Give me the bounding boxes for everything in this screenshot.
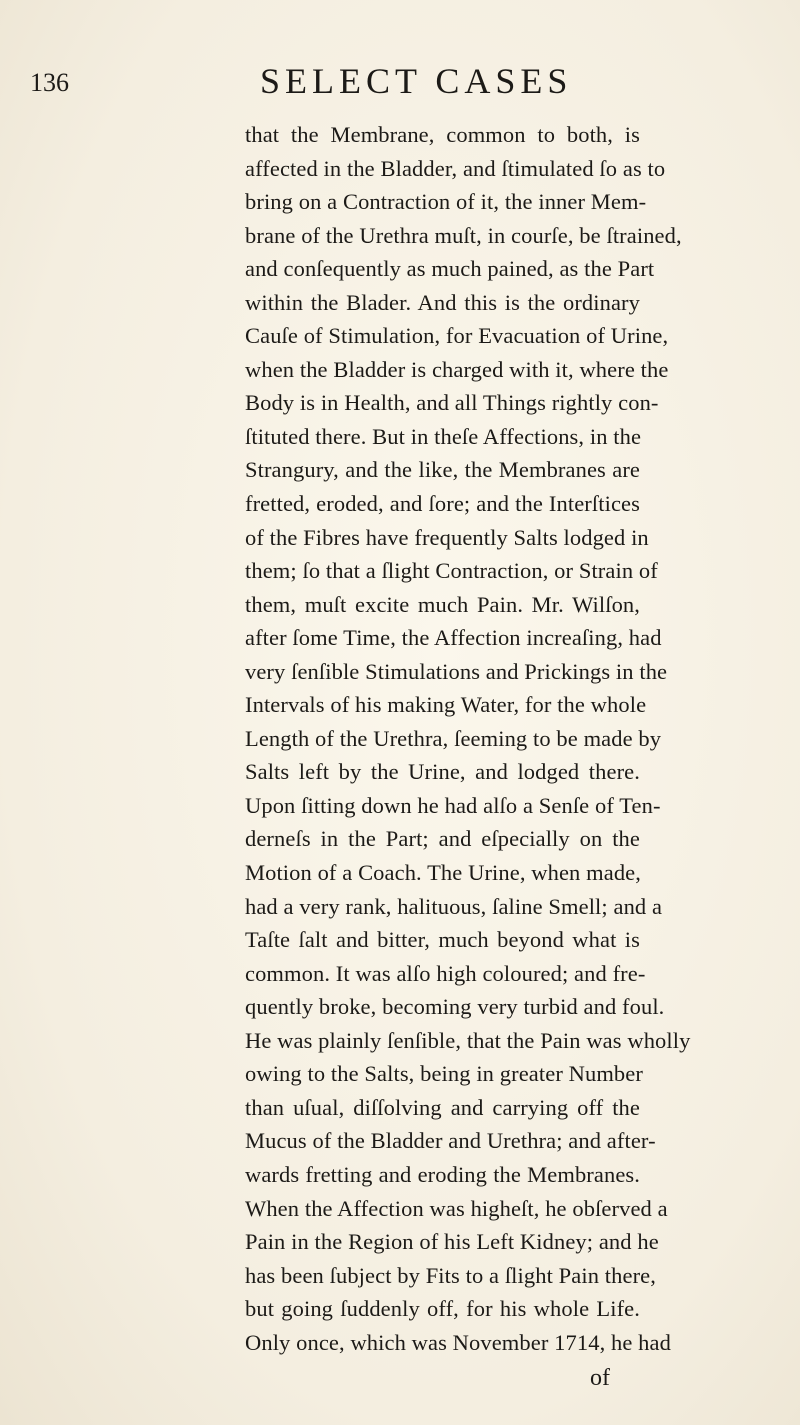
catchword: of xyxy=(590,1365,610,1391)
text-line: brane of the Urethra muſt, in courſe, be ſtrained, xyxy=(245,222,682,248)
text-line: has been ſubject by Fits to a ſlight Pain there, xyxy=(245,1262,656,1288)
text-line: very ſenſible Stimulations and Prickings in the xyxy=(245,658,668,684)
text-line: after ſome Time, the Affection increaſing, had xyxy=(245,625,662,651)
text-line: Pain in the Region of his Left Kidney; and he xyxy=(245,1229,659,1255)
text-line: He was plainly ſenſible, that the Pain was wholly xyxy=(245,1027,691,1053)
text-line: Mucus of the Bladder and Urethra; and after- xyxy=(245,1128,656,1154)
text-line: Cauſe of Stimulation, for Evacuation of Urine, xyxy=(245,323,669,349)
text-line: that the Membrane, common to both, is xyxy=(245,122,640,147)
text-line: when the Bladder is charged with it, where the xyxy=(245,356,669,382)
text-line: fretted, eroded, and ſore; and the Interſtices xyxy=(245,491,640,517)
text-line: Intervals of his making Water, for the whole xyxy=(245,692,647,718)
text-line: quently broke, becoming very turbid and foul. xyxy=(245,994,665,1020)
text-line: ſtituted there. But in theſe Affections, in the xyxy=(245,423,642,449)
text-line: within the Blader. And this is the ordinary xyxy=(245,289,640,315)
text-line: and conſequently as much pained, as the Part xyxy=(245,256,655,282)
text-line: bring on a Contraction of it, the inner Mem- xyxy=(245,189,647,215)
text-line: Length of the Urethra, ſeeming to be made by xyxy=(245,725,662,751)
text-line: had a very rank, halituous, ſaline Smell; and a xyxy=(245,893,663,919)
text-line: affected in the Bladder, and ſtimulated ſo as to xyxy=(245,155,666,181)
page-number: 136 xyxy=(30,68,69,97)
text-line: but going ſuddenly off, for his whole Life. xyxy=(245,1296,640,1322)
text-line: Body is in Health, and all Things rightly con- xyxy=(245,390,659,416)
text-line: derneſs in the Part; and eſpecially on the xyxy=(245,826,640,852)
text-line: Taſte ſalt and bitter, much beyond what is xyxy=(245,927,640,953)
text-line: them; ſo that a ſlight Contraction, or Strain of xyxy=(245,558,658,584)
text-line: of the Fibres have frequently Salts lodged in xyxy=(245,524,649,550)
page-header xyxy=(30,60,770,110)
running-head: SELECT CASES xyxy=(260,61,573,101)
text-line: than uſual, diſſolving and carrying off the xyxy=(245,1094,640,1120)
text-line: Upon ſitting down he had alſo a Senſe of Ten- xyxy=(245,792,661,818)
text-line: owing to the Salts, being in greater Number xyxy=(245,1061,643,1087)
text-line: When the Affection was higheſt, he obſerved a xyxy=(245,1195,668,1221)
text-line: Strangury, and the like, the Membranes are xyxy=(245,457,640,483)
text-line: common. It was alſo high coloured; and fre- xyxy=(245,960,646,986)
text-line: Salts left by the Urine, and lodged there. xyxy=(245,759,640,785)
text-line: Motion of a Coach. The Urine, when made, xyxy=(245,860,641,886)
text-line: wards fretting and eroding the Membranes. xyxy=(245,1161,640,1187)
text-line: Only once, which was November 1714, he had xyxy=(245,1329,671,1355)
body-text xyxy=(245,118,691,1359)
text-line: them, muſt excite much Pain. Mr. Wilſon, xyxy=(245,591,640,617)
